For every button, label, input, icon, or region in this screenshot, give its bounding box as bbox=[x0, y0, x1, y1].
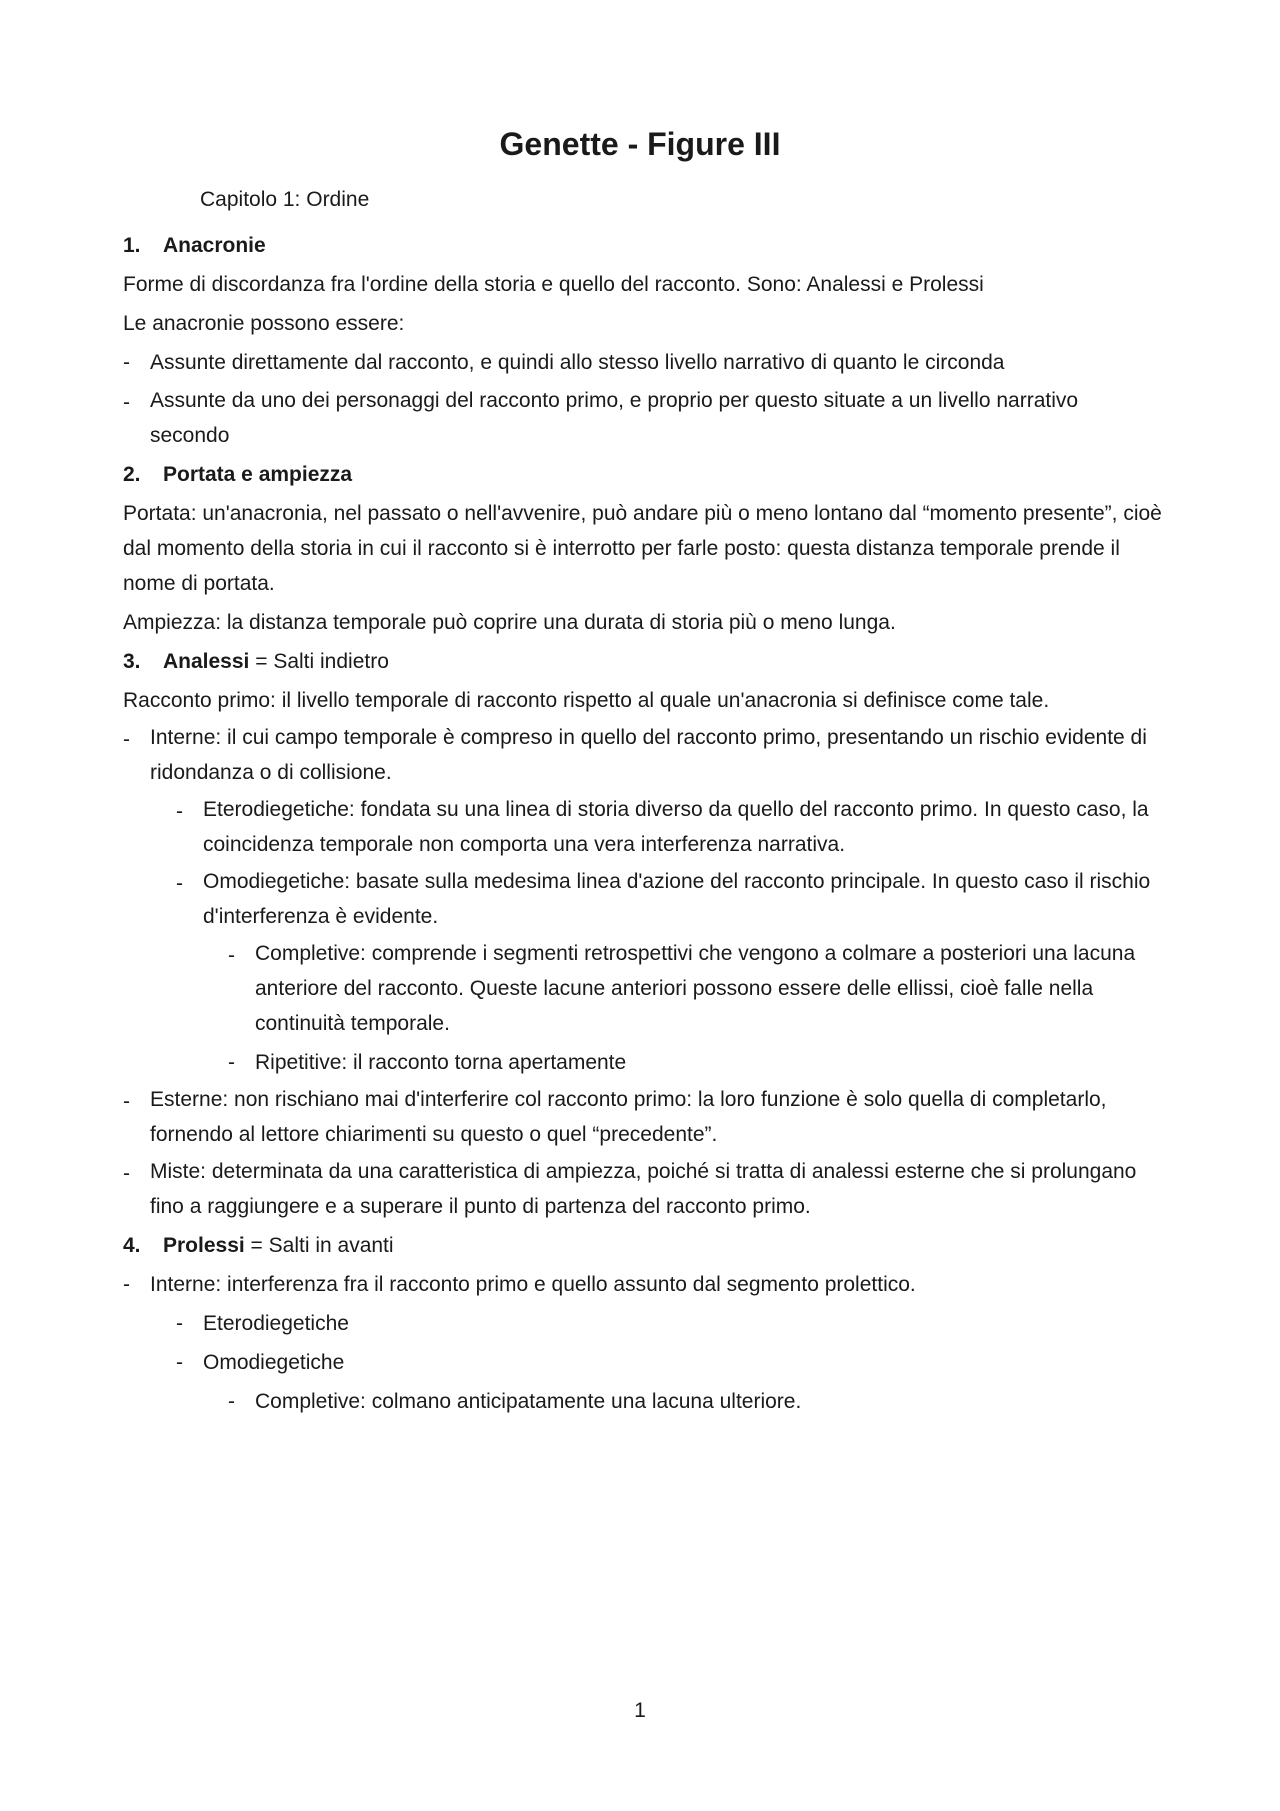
list-item bbox=[123, 936, 1163, 1041]
list-item bbox=[123, 383, 1163, 453]
section-number: 4. bbox=[123, 1234, 141, 1257]
dash-bullet: - bbox=[123, 1090, 130, 1113]
section-number: 2. bbox=[123, 463, 141, 486]
dash-bullet: - bbox=[228, 944, 235, 967]
list-item bbox=[123, 1265, 1163, 1304]
section-number: 3. bbox=[123, 650, 141, 673]
list-item-text: Eterodiegetiche bbox=[203, 1312, 349, 1335]
list-item bbox=[123, 1343, 1163, 1382]
section-title: Anacronie bbox=[163, 234, 266, 257]
dash-bullet: - bbox=[176, 1351, 183, 1374]
list-item-text: Completive: colmano anticipatamente una lacuna ulteriore. bbox=[255, 1390, 802, 1413]
list-item-text: Esterne: non rischiano mai d'interferire col racconto primo: la loro funzione è solo quella di completarlo, fornendo al lettore chiarimenti su questo o quel “precedente”. bbox=[150, 1088, 1107, 1146]
dash-bullet: - bbox=[123, 351, 130, 374]
document-title: Genette - Figure III bbox=[499, 126, 781, 162]
paragraph: Le anacronie possono essere: bbox=[123, 312, 405, 335]
list-item-text: Interne: interferenza fra il racconto primo e quello assunto dal segmento prolettico. bbox=[150, 1273, 916, 1296]
section-number: 1. bbox=[123, 234, 141, 257]
list-item bbox=[123, 343, 1163, 382]
list-item-text: Assunte direttamente dal racconto, e quindi allo stesso livello narrativo di quanto le circonda bbox=[150, 351, 1005, 374]
document-body bbox=[123, 180, 1163, 1421]
dash-bullet: - bbox=[123, 391, 130, 414]
list-item bbox=[123, 1154, 1163, 1224]
list-item-text: Eterodiegetiche: fondata su una linea di storia diverso da quello del racconto primo. In questo caso, la coincidenza temporale non comporta una vera interferenza narrativa. bbox=[203, 798, 1149, 856]
dash-bullet: - bbox=[176, 1312, 183, 1335]
list-item bbox=[123, 1043, 1163, 1082]
list-item-text: Omodiegetiche: basate sulla medesima linea d'azione del racconto principale. In questo caso il rischio d'interferenza è evidente. bbox=[203, 870, 1151, 928]
dash-bullet: - bbox=[176, 800, 183, 823]
list-item-text: Omodiegetiche bbox=[203, 1351, 345, 1374]
list-item bbox=[123, 1382, 1163, 1421]
section-title: Portata e ampiezza bbox=[163, 463, 353, 486]
paragraph: Ampiezza: la distanza temporale può coprire una durata di storia più o meno lunga. bbox=[123, 611, 896, 634]
list-item-text: Assunte da uno dei personaggi del racconto primo, e proprio per questo situate a un livello narrativo secondo bbox=[150, 389, 1079, 447]
dash-bullet: - bbox=[228, 1051, 235, 1074]
page-number: 1 bbox=[634, 1699, 646, 1722]
list-item bbox=[123, 792, 1163, 862]
list-item bbox=[123, 720, 1163, 790]
section-heading-prolessi bbox=[123, 1226, 1163, 1265]
list-item bbox=[123, 1082, 1163, 1152]
chapter-heading: Capitolo 1: Ordine bbox=[200, 188, 370, 211]
paragraph: Portata: un'anacronia, nel passato o nell'avvenire, può andare più o meno lontano dal “momento presente”, cioè dal momento della storia in cui il racconto si è interrotto per farle posto: questa distanza temporale prende il nome di portata. bbox=[123, 502, 1162, 595]
list-item-text: Ripetitive: il racconto torna apertamente bbox=[255, 1051, 627, 1074]
dash-bullet: - bbox=[123, 1273, 130, 1296]
list-item bbox=[123, 864, 1163, 934]
section-title: Prolessi bbox=[163, 1234, 245, 1257]
list-item-text: Miste: determinata da una caratteristica di ampiezza, poiché si tratta di analessi esterne che si prolungano fino a raggiungere e a superare il punto di partenza del racconto primo. bbox=[150, 1160, 1137, 1218]
list-item-text: Completive: comprende i segmenti retrospettivi che vengono a colmare a posteriori una lacuna anteriore del racconto. Queste lacune anteriori possono essere delle ellissi, cioè falle nella continuità temporale. bbox=[255, 942, 1136, 1035]
dash-bullet: - bbox=[123, 728, 130, 751]
paragraph: Racconto primo: il livello temporale di racconto rispetto al quale un'anacronia si definisce come tale. bbox=[123, 689, 1050, 712]
section-heading-portata bbox=[123, 455, 1163, 494]
section-title: Analessi bbox=[163, 650, 250, 673]
section-heading-anacronie bbox=[123, 226, 1163, 265]
list-item bbox=[123, 1304, 1163, 1343]
section-subtitle: = Salti in avanti bbox=[244, 1234, 394, 1257]
paragraph: Forme di discordanza fra l'ordine della storia e quello del racconto. Sono: Analessi e Prolessi bbox=[123, 273, 984, 296]
section-subtitle: = Salti indietro bbox=[249, 650, 389, 673]
dash-bullet: - bbox=[228, 1390, 235, 1413]
dash-bullet: - bbox=[176, 872, 183, 895]
section-heading-analessi bbox=[123, 642, 1163, 681]
dash-bullet: - bbox=[123, 1162, 130, 1185]
list-item-text: Interne: il cui campo temporale è compreso in quello del racconto primo, presentando un rischio evidente di ridondanza o di collisione. bbox=[150, 726, 1147, 784]
